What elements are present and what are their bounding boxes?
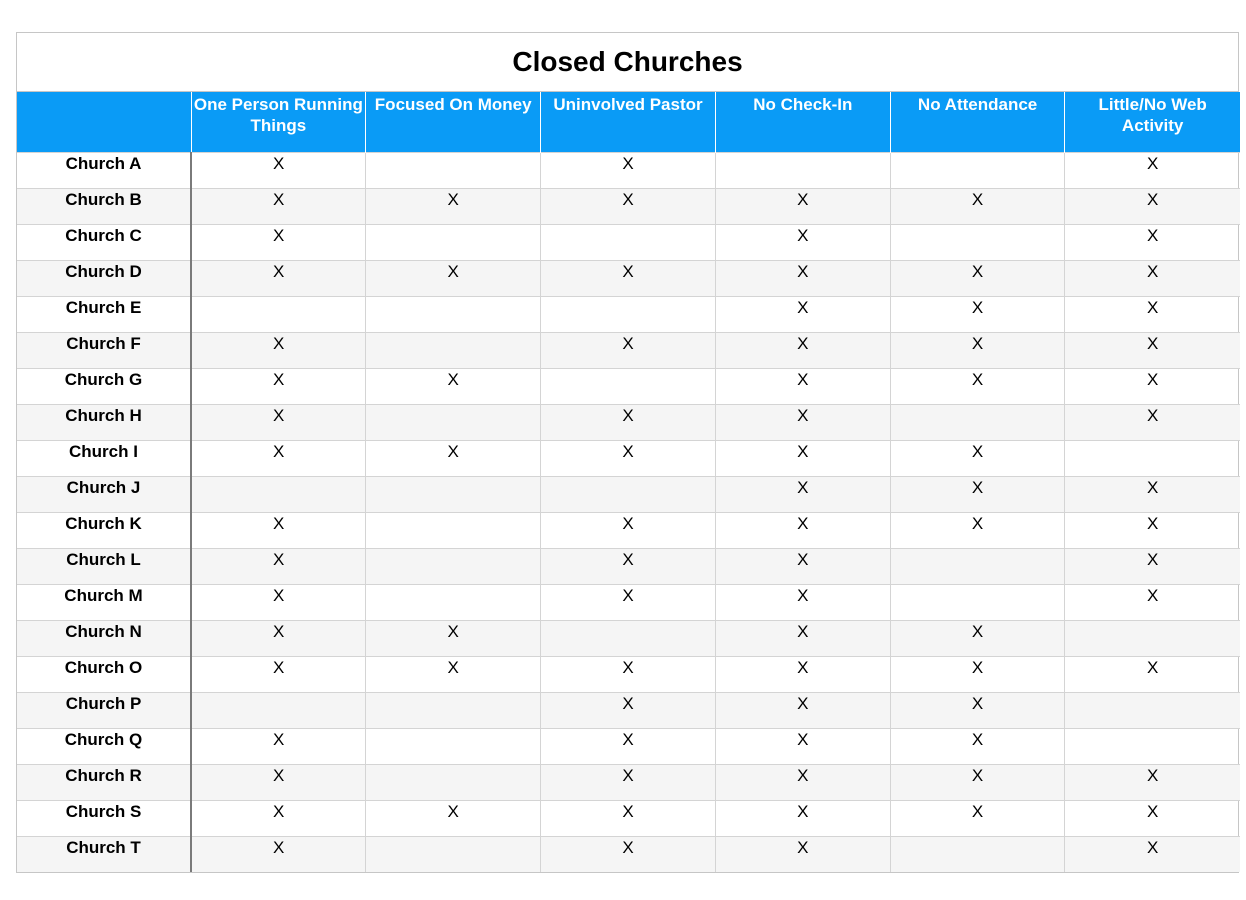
table-cell[interactable]: [715, 585, 890, 621]
cell-mark: X: [1146, 370, 1159, 389]
table-cell[interactable]: [541, 657, 716, 693]
cell-mark: X: [1146, 658, 1159, 677]
table-cell[interactable]: [541, 837, 716, 873]
table-cell[interactable]: [890, 405, 1065, 441]
table-cell[interactable]: [191, 585, 366, 621]
table-cell[interactable]: [890, 189, 1065, 225]
cell-mark: X: [272, 190, 285, 209]
table-cell[interactable]: [191, 765, 366, 801]
table-cell[interactable]: [541, 549, 716, 585]
table-cell[interactable]: [1065, 693, 1240, 729]
table-row: [17, 189, 1240, 225]
table-cell[interactable]: [366, 189, 541, 225]
table-cell[interactable]: [541, 765, 716, 801]
table-cell[interactable]: [715, 477, 890, 513]
table-title: Closed Churches: [17, 33, 1238, 92]
cell-mark: X: [272, 658, 285, 677]
table-cell[interactable]: [191, 801, 366, 837]
table-cell[interactable]: [715, 369, 890, 405]
cell-mark: X: [797, 838, 809, 857]
table-cell[interactable]: [541, 621, 716, 657]
table-cell[interactable]: [366, 333, 541, 369]
table-cell[interactable]: [366, 765, 541, 801]
cell-mark: X: [272, 802, 285, 821]
cell-mark: X: [272, 766, 285, 785]
table-cell[interactable]: [890, 441, 1065, 477]
cell-mark: X: [272, 406, 285, 425]
cell-mark: X: [272, 334, 285, 353]
cell-mark: X: [797, 730, 809, 749]
table-cell[interactable]: [541, 261, 716, 297]
table-cell[interactable]: [366, 801, 541, 837]
table-cell[interactable]: [1065, 549, 1240, 585]
data-table: [17, 92, 1240, 872]
cell-mark: X: [797, 226, 809, 245]
table-cell[interactable]: [715, 225, 890, 261]
cell-mark: X: [1146, 154, 1159, 173]
cell-mark: X: [971, 334, 984, 353]
row-header-cell[interactable]: Church D: [17, 261, 191, 297]
cell-mark: X: [797, 190, 809, 209]
cell-mark: X: [971, 442, 984, 461]
table-cell[interactable]: [1065, 189, 1240, 225]
table-cell[interactable]: [191, 729, 366, 765]
table-cell[interactable]: [366, 405, 541, 441]
cell-mark: X: [272, 514, 285, 533]
cell-mark: X: [1146, 226, 1159, 245]
table-cell[interactable]: [1065, 297, 1240, 333]
row-header-cell[interactable]: Church J: [17, 477, 191, 513]
cell-mark: X: [272, 730, 285, 749]
cell-mark: X: [1146, 514, 1159, 533]
cell-mark: X: [1146, 478, 1159, 497]
column-header[interactable]: Little/No Web Activity: [1065, 92, 1240, 153]
table-cell[interactable]: [366, 549, 541, 585]
table-row: [17, 621, 1240, 657]
column-header[interactable]: Uninvolved Pastor: [541, 92, 716, 153]
table-cell[interactable]: [366, 261, 541, 297]
table-cell[interactable]: [366, 369, 541, 405]
table-row: [17, 153, 1240, 189]
column-header[interactable]: One Person Running Things: [191, 92, 366, 153]
table-cell[interactable]: [541, 513, 716, 549]
cell-mark: X: [971, 622, 984, 641]
table-cell[interactable]: [715, 513, 890, 549]
row-header-cell[interactable]: Church T: [17, 837, 191, 873]
row-header-cell[interactable]: Church A: [17, 153, 191, 189]
table-row: [17, 657, 1240, 693]
table-cell[interactable]: [890, 585, 1065, 621]
table-cell[interactable]: [1065, 801, 1240, 837]
table-cell[interactable]: [191, 693, 366, 729]
table-cell[interactable]: [890, 729, 1065, 765]
cell-mark: X: [971, 766, 984, 785]
cell-mark: X: [447, 262, 459, 281]
cell-mark: X: [971, 694, 984, 713]
cell-mark: X: [797, 514, 809, 533]
cell-mark: X: [622, 802, 634, 821]
cell-mark: X: [797, 586, 809, 605]
row-header-cell[interactable]: Church K: [17, 513, 191, 549]
cell-mark: X: [272, 622, 285, 641]
cell-mark: X: [272, 838, 285, 857]
table-row: [17, 801, 1240, 837]
table-cell[interactable]: [890, 801, 1065, 837]
table-cell[interactable]: [715, 621, 890, 657]
table-cell[interactable]: [366, 153, 541, 189]
table-cell[interactable]: [541, 153, 716, 189]
cell-mark: X: [272, 370, 285, 389]
cell-mark: X: [797, 694, 809, 713]
table-cell[interactable]: [715, 441, 890, 477]
cell-mark: X: [1146, 550, 1159, 569]
table-cell[interactable]: [715, 153, 890, 189]
table-cell[interactable]: [366, 657, 541, 693]
table-cell[interactable]: [1065, 729, 1240, 765]
table-cell[interactable]: [541, 189, 716, 225]
cell-mark: X: [622, 406, 634, 425]
table-cell[interactable]: [191, 405, 366, 441]
table-row: [17, 549, 1240, 585]
table-cell[interactable]: [366, 297, 541, 333]
cell-mark: X: [797, 334, 809, 353]
cell-mark: X: [622, 154, 634, 173]
table-cell[interactable]: [366, 441, 541, 477]
table-cell[interactable]: [890, 369, 1065, 405]
table-cell[interactable]: [191, 513, 366, 549]
table-cell[interactable]: [191, 657, 366, 693]
cell-mark: X: [797, 298, 809, 317]
table-row: [17, 585, 1240, 621]
table-row: [17, 441, 1240, 477]
column-header[interactable]: No Check-In: [715, 92, 890, 153]
table-cell[interactable]: [191, 297, 366, 333]
cell-mark: X: [447, 442, 459, 461]
cell-mark: X: [272, 154, 285, 173]
table-row: [17, 405, 1240, 441]
table-cell[interactable]: [890, 477, 1065, 513]
table-cell[interactable]: [890, 765, 1065, 801]
table-cell[interactable]: [1065, 441, 1240, 477]
table-row: [17, 729, 1240, 765]
cell-mark: X: [1146, 298, 1159, 317]
table-cell[interactable]: [191, 621, 366, 657]
cell-mark: X: [797, 550, 809, 569]
table-cell[interactable]: [541, 369, 716, 405]
table-row: [17, 477, 1240, 513]
table-row: [17, 837, 1240, 873]
table-cell[interactable]: [366, 729, 541, 765]
column-header[interactable]: No Attendance: [890, 92, 1065, 153]
cell-mark: X: [622, 190, 634, 209]
table-cell[interactable]: [191, 153, 366, 189]
table-cell[interactable]: [366, 513, 541, 549]
cell-mark: X: [447, 370, 459, 389]
table-cell[interactable]: [890, 333, 1065, 369]
row-header-cell[interactable]: Church S: [17, 801, 191, 837]
cell-mark: X: [622, 730, 634, 749]
table-cell[interactable]: [366, 837, 541, 873]
row-header-cell[interactable]: Church B: [17, 189, 191, 225]
table-cell[interactable]: [1065, 585, 1240, 621]
table-cell[interactable]: [191, 333, 366, 369]
table-cell[interactable]: [890, 261, 1065, 297]
cell-mark: X: [622, 262, 634, 281]
cell-mark: X: [622, 838, 634, 857]
cell-mark: X: [622, 658, 634, 677]
row-header-cell[interactable]: Church C: [17, 225, 191, 261]
table-cell[interactable]: [541, 693, 716, 729]
table-cell[interactable]: [191, 837, 366, 873]
table-cell[interactable]: [1065, 621, 1240, 657]
table-cell[interactable]: [191, 549, 366, 585]
cell-mark: X: [797, 622, 809, 641]
table-cell[interactable]: [541, 333, 716, 369]
cell-mark: X: [797, 262, 809, 281]
cell-mark: X: [971, 658, 984, 677]
cell-mark: X: [622, 694, 634, 713]
cell-mark: X: [622, 334, 634, 353]
table-cell[interactable]: [1065, 477, 1240, 513]
cell-mark: X: [272, 262, 285, 281]
row-header-cell[interactable]: Church G: [17, 369, 191, 405]
cell-mark: X: [622, 514, 634, 533]
cell-mark: X: [797, 442, 809, 461]
cell-mark: X: [272, 226, 285, 245]
cell-mark: X: [1146, 262, 1159, 281]
table-cell[interactable]: [890, 693, 1065, 729]
cell-mark: X: [971, 514, 984, 533]
table-cell[interactable]: [890, 837, 1065, 873]
cell-mark: X: [622, 586, 634, 605]
table-cell[interactable]: [1065, 261, 1240, 297]
table-cell[interactable]: [1065, 513, 1240, 549]
cell-mark: X: [1146, 586, 1159, 605]
table-cell[interactable]: [1065, 369, 1240, 405]
cell-mark: X: [971, 298, 984, 317]
cell-mark: X: [1146, 766, 1159, 785]
cell-mark: X: [797, 802, 809, 821]
cell-mark: X: [971, 370, 984, 389]
table-cell[interactable]: [541, 441, 716, 477]
table-cell[interactable]: [191, 189, 366, 225]
cell-mark: X: [272, 442, 285, 461]
cell-mark: X: [797, 658, 809, 677]
table-cell[interactable]: [890, 549, 1065, 585]
table-cell[interactable]: [191, 225, 366, 261]
table-cell[interactable]: [715, 189, 890, 225]
row-header-cell[interactable]: Church P: [17, 693, 191, 729]
table-cell[interactable]: [715, 405, 890, 441]
table-row: [17, 513, 1240, 549]
table-cell[interactable]: [715, 693, 890, 729]
table-cell[interactable]: [715, 333, 890, 369]
table-cell[interactable]: [366, 477, 541, 513]
row-header-cell[interactable]: Church O: [17, 657, 191, 693]
cell-mark: X: [622, 442, 634, 461]
table-row: [17, 297, 1240, 333]
table-cell[interactable]: [715, 837, 890, 873]
table-cell[interactable]: [890, 621, 1065, 657]
cell-mark: X: [622, 550, 634, 569]
table-cell[interactable]: [890, 513, 1065, 549]
table-row: [17, 333, 1240, 369]
row-header-cell[interactable]: Church L: [17, 549, 191, 585]
cell-mark: X: [447, 622, 459, 641]
table-row: [17, 693, 1240, 729]
table-cell[interactable]: [1065, 765, 1240, 801]
table-cell[interactable]: [715, 729, 890, 765]
table-cell[interactable]: [890, 153, 1065, 189]
cell-mark: X: [971, 802, 984, 821]
cell-mark: X: [1146, 190, 1159, 209]
row-header-cell[interactable]: Church F: [17, 333, 191, 369]
table-body: [17, 153, 1240, 873]
table-cell[interactable]: [541, 405, 716, 441]
table-cell[interactable]: [1065, 333, 1240, 369]
table-cell[interactable]: [366, 585, 541, 621]
table-cell[interactable]: [541, 729, 716, 765]
cell-mark: X: [971, 262, 984, 281]
table-cell[interactable]: [1065, 153, 1240, 189]
table-cell[interactable]: [715, 765, 890, 801]
cell-mark: X: [1146, 406, 1159, 425]
table-row: [17, 261, 1240, 297]
cell-mark: X: [622, 766, 634, 785]
table-cell[interactable]: [366, 621, 541, 657]
table-cell[interactable]: [366, 225, 541, 261]
table-cell[interactable]: [541, 585, 716, 621]
cell-mark: X: [971, 730, 984, 749]
row-header-cell[interactable]: Church Q: [17, 729, 191, 765]
table-cell[interactable]: [715, 657, 890, 693]
cell-mark: X: [797, 478, 809, 497]
cell-mark: X: [1146, 334, 1159, 353]
header-row: [17, 92, 1240, 153]
table-cell[interactable]: [191, 261, 366, 297]
row-header-cell[interactable]: Church R: [17, 765, 191, 801]
table-cell[interactable]: [890, 657, 1065, 693]
spreadsheet-table: [16, 32, 1239, 873]
table-cell[interactable]: [541, 801, 716, 837]
row-header-cell[interactable]: Church N: [17, 621, 191, 657]
cell-mark: X: [447, 190, 459, 209]
row-header-cell[interactable]: Church I: [17, 441, 191, 477]
table-cell[interactable]: [890, 297, 1065, 333]
table-cell[interactable]: [890, 225, 1065, 261]
table-cell[interactable]: [541, 297, 716, 333]
corner-header-cell: [17, 92, 191, 153]
row-header-cell[interactable]: Church H: [17, 405, 191, 441]
table-cell[interactable]: [191, 477, 366, 513]
cell-mark: X: [971, 190, 984, 209]
table-cell[interactable]: [715, 297, 890, 333]
cell-mark: X: [797, 766, 809, 785]
table-cell[interactable]: [1065, 657, 1240, 693]
table-cell[interactable]: [715, 549, 890, 585]
table-cell[interactable]: [191, 369, 366, 405]
cell-mark: X: [1146, 838, 1159, 857]
cell-mark: X: [272, 586, 285, 605]
cell-mark: X: [797, 406, 809, 425]
table-cell[interactable]: [541, 477, 716, 513]
row-header-cell[interactable]: Church E: [17, 297, 191, 333]
table-cell[interactable]: [1065, 837, 1240, 873]
table-cell[interactable]: [715, 801, 890, 837]
cell-mark: X: [797, 370, 809, 389]
cell-mark: X: [272, 550, 285, 569]
cell-mark: X: [1146, 802, 1159, 821]
table-row: [17, 225, 1240, 261]
cell-mark: X: [447, 802, 459, 821]
table-cell[interactable]: [1065, 405, 1240, 441]
table-row: [17, 369, 1240, 405]
table-cell[interactable]: [366, 693, 541, 729]
column-header[interactable]: Focused On Money: [366, 92, 541, 153]
table-row: [17, 765, 1240, 801]
table-cell[interactable]: [1065, 225, 1240, 261]
cell-mark: X: [447, 658, 459, 677]
row-header-cell[interactable]: Church M: [17, 585, 191, 621]
cell-mark: X: [971, 478, 984, 497]
table-cell[interactable]: [715, 261, 890, 297]
table-cell[interactable]: [541, 225, 716, 261]
table-cell[interactable]: [191, 441, 366, 477]
